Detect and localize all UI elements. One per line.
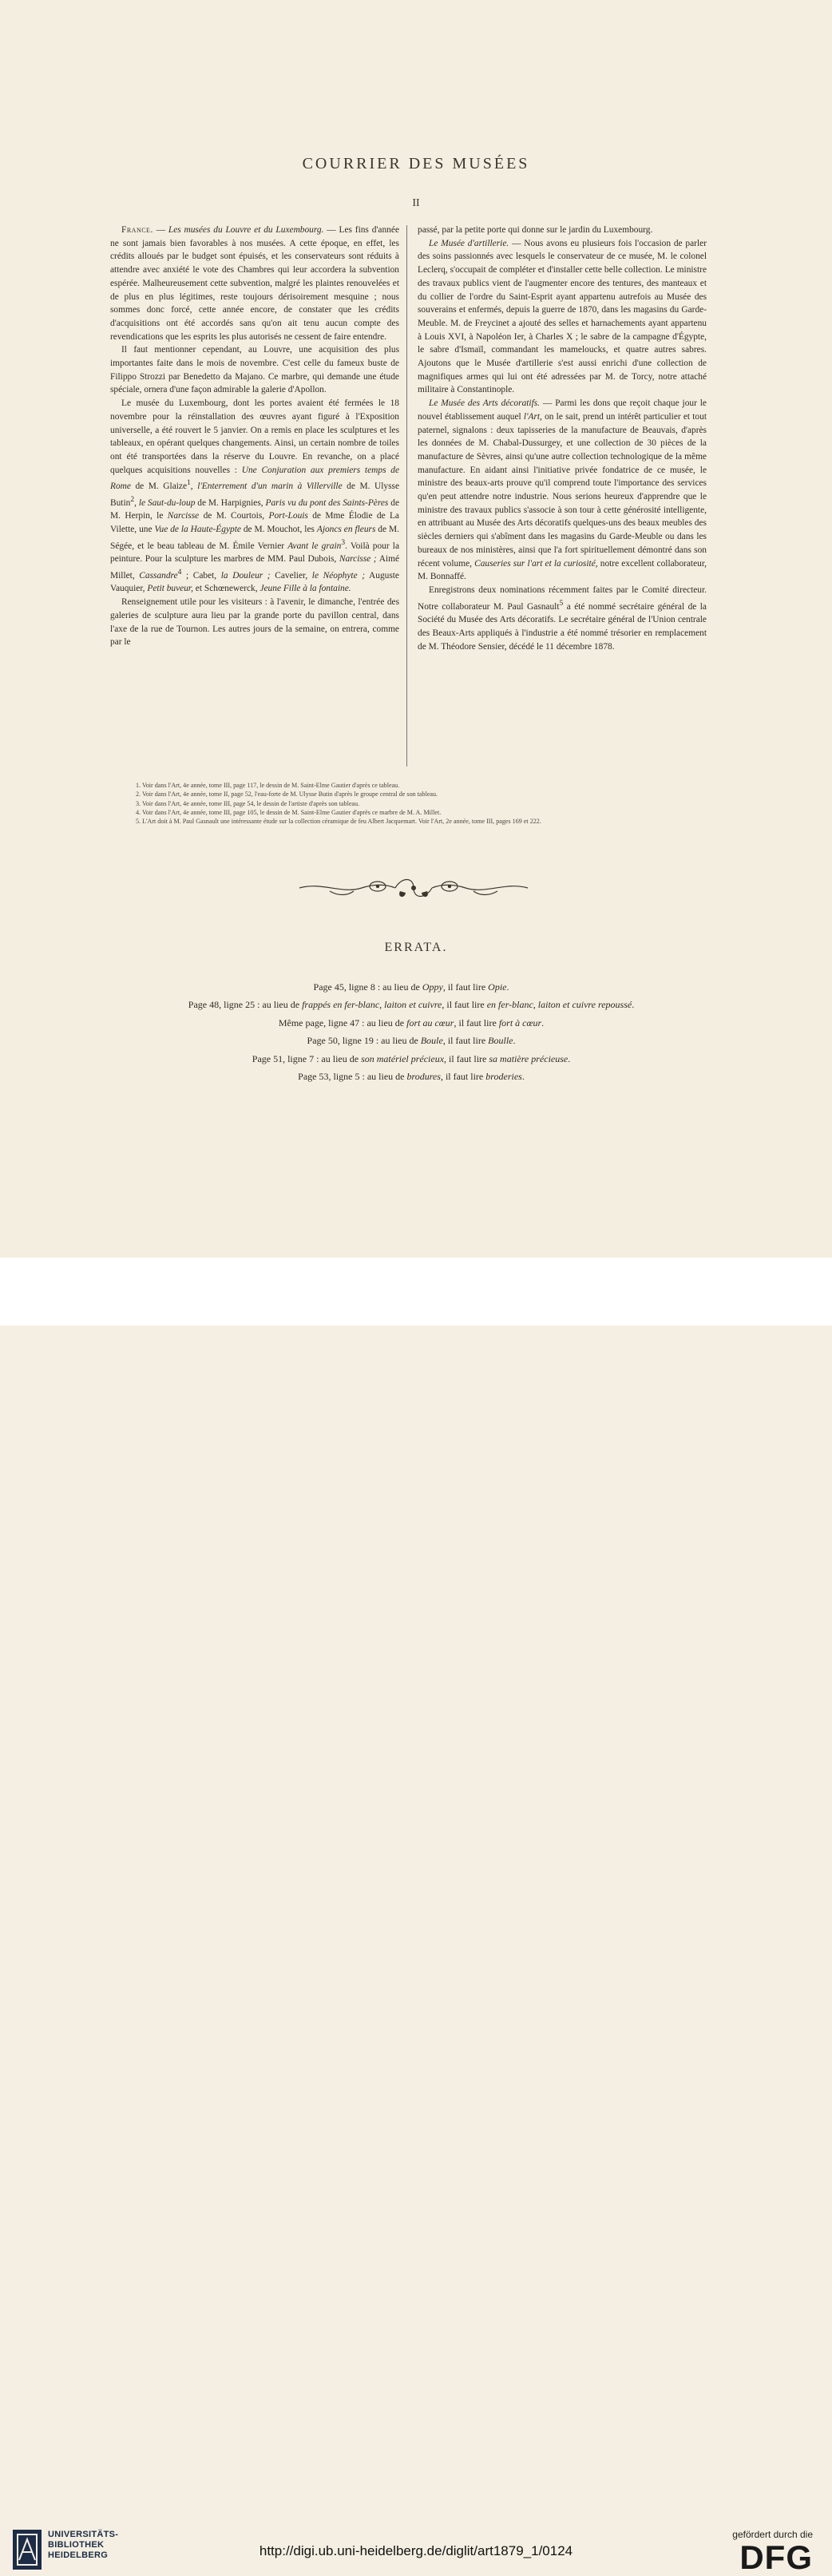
footnote: 3. Voir dans l'Art, 4e année, tome III, page 54, le dessin de l'artiste d'après son tableau. [136, 799, 360, 807]
column-divider [406, 225, 407, 767]
funding-label: gefördert durch die [732, 2529, 813, 2540]
country-label: France. [121, 225, 153, 235]
footnote-ref: 2 [130, 495, 135, 504]
errata-line: Page 48, ligne 25 : au lieu de frappés en fer-blanc, laiton et cuivre, il faut lire en fer-blanc, laiton et cuivre repoussé. [188, 999, 635, 1011]
left-column [110, 224, 399, 649]
page-title: COURRIER DES MUSÉES [302, 155, 530, 172]
section-heading: Les musées du Louvre et du Luxembourg. [168, 225, 324, 235]
footnote: 4. Voir dans l'Art, 4e année, tome III, page 105, le dessin de M. Saint-Elme Gautier d'après ce marbre de M. A. Millet. [136, 808, 442, 816]
ornament-divider-icon [298, 874, 529, 902]
permalink-url[interactable]: http://digi.ub.uni-heidelberg.de/diglit/art1879_1/0124 [259, 2543, 573, 2558]
errata-line: Page 50, ligne 19 : au lieu de Boule, il faut lire Boulle. [307, 1035, 516, 1047]
errata-line: Page 53, ligne 5 : au lieu de brodures, il faut lire broderies. [298, 1071, 525, 1083]
paragraph-arts-decoratifs: Le Musée des Arts décoratifs. — Parmi les dons que reçoit chaque jour le nouvel établissement auquel l'Art, on le sait, prend un intérêt particulier et tout paternel, signalons : deux tapisseries de la manufacture de Beauvais, d'après les données de M. Chabal-Dussurgey, et une collection de 30 pièces de la manufacture de Sèvres, ainsi qu'une autre collection technologique de la même manufacture. En aidant ainsi l'initiative privée fondatrice de ce musée, le ministre des beaux-arts prouve qu'il comprend toute l'importance des services qu'en peut attendre notre industrie. Nous serions heureux d'apprendre que le ministre des travaux publics s'associe à son tour à cette générosité intelligente, en attribuant au Musée des Arts décoratifs quelques-uns des beaux meubles des siècles derniers qui s'abîment dans les magasins du Garde-Meuble ou dans les bureaux de nos ministères, ainsi que l'a fort spirituellement démontré dans son récent volume, Causeries sur l'art et la curiosité, notre excellent collaborateur, M. Bonnaffé. [418, 398, 707, 582]
right-column [418, 224, 707, 653]
footnote: 5. L'Art doit à M. Paul Gasnault une intéressante étude sur la collection céramique de feu Albert Jacquemart. Voir l'Art, 2e année, tome III, pages 169 et 222. [136, 818, 541, 826]
paragraph-luxembourg: Le musée du Luxembourg, dont les portes avaient été fermées le 18 novembre pour la réinstallation des œuvres ayant figuré à l'Exposition universelle, a été rouvert le 5 janvier. On a remis en place les sculptures et les tableaux, en opérant quelques changements. Ainsi, un certain nombre de toiles ont été transportées dans la réserve du Louvre. En revanche, on a placé quelques acquisitions nouvelles : Une Conjuration aux premiers temps de Rome de M. Glaize$^1$, l'Enterrement d'un marin à Villerville de M. Ulysse Butin$^2$, le Saut-du-loup de M. Harpignies, Paris vu du pont des Saints-Pères de M. Herpin, le Narcisse de M. Courtois, Port-Louis de Mme Élodie de La Vilette, une Vue de la Haute-Égypte de M. Mouchot, les Ajoncs en fleurs de M. Ségée, et le beau tableau de M. Émile Vernier Avant le grain$^3$. Voilà pour la peinture. Pour la sculpture les marbres de MM. Paul Dubois, Narcisse ; Aimé Millet, Cassandre$^4$ ; Cabet, la Douleur ; Cavelier, le Néophyte ; Auguste Vauquier, Petit buveur, et Schœnewerck, Jeune Fille à la fontaine. [110, 398, 400, 594]
paragraph-france: France. — Les musées du Louvre et du Luxembourg. — Les fins d'année ne sont jamais bien favorables à nos musées. A cette époque, en effet, les crédits alloués par le budget sont épuisés, et les conservateurs sont réduits à attendre avec anxiété le vote des Chambres qui leur accordera la subvention espérée. Malheureusement cette subvention, malgré les plaintes renouvelées et de plus en plus légitimes, reste toujours dérisoirement mesquine ; nous sommes donc forcé, cette année encore, de constater que les crédits d'acquisitions ont été accordés sans qu'on ait tenu aucun compte des revendications que les esprits les plus autorisés ne cessent de faire entendre. [110, 225, 399, 342]
section-heading: Le Musée des Arts décoratifs. [429, 398, 541, 409]
footnote: 2. Voir dans l'Art, 4e année, tome II, page 52, l'eau-forte de M. Ulysse Butin d'après le groupe central de son tableau. [136, 791, 438, 799]
errata-title: ERRATA. [384, 941, 448, 954]
paragraph-continuation: passé, par la petite porte qui donne sur le jardin du Luxembourg. [418, 225, 653, 235]
footnote-ref: 3 [341, 538, 346, 547]
footnote-ref: 4 [177, 568, 182, 577]
dfg-logo: DFG [739, 2538, 813, 2576]
paragraph-artillerie: Le Musée d'artillerie. — Nous avons eu plusieurs fois l'occasion de parler des soins passionnés avec lesquels le conservateur de ce musée, M. le colonel Leclerq, s'occupait de compléter et d'installer cette belle collection. Le ministre des travaux publics vient de l'augmenter encore des tentures, des manteaux et du collier de l'ordre du Saint-Esprit ayant appartenu autrefois au Musée des souverains et enfermés, depuis la guerre de 1870, dans les magasins du Garde-Meuble. M. de Freycinet a ajouté des selles et harnachements ayant appartenu à Louis XVI, à Napoléon Ier, à Charles X ; le sabre de la campagne d'Égypte, le sabre d'Ismaïl, commandant les mameloucks, et quatre autres sabres. Ajoutons que le Musée d'artillerie s'est aussi enrichi d'une collection de magnifiques armes qui lui ont été adressées par M. de Torcy, notre attaché militaire à Constantinople. [418, 238, 707, 395]
errata-line: Page 51, ligne 7 : au lieu de son matériel précieux, il faut lire sa matière précieuse. [252, 1052, 571, 1064]
library-name: UNIVERSITÄTS- BIBLIOTHEK HEIDELBERG [48, 2530, 119, 2560]
errata-line: Même page, ligne 47 : au lieu de fort au cœur, il faut lire fort à cœur. [278, 1017, 545, 1028]
viewer-footer [0, 1258, 832, 2576]
paragraph-visitors: Renseignement utile pour les visiteurs : à l'avenir, le dimanche, l'entrée des galeries de sculpture aura lieu par la grande porte du pavillon central, dans l'axe de la rue de Tournon. Les autres jours de la semaine, on entrera, comme par le [110, 597, 399, 648]
errata-line: Page 45, ligne 8 : au lieu de Oppy, il faut lire Opie. [313, 981, 509, 993]
section-number: II [412, 197, 420, 209]
paragraph-nominations: Enregistrons deux nominations récemment faites par le Comité directeur. Notre collaborateur M. Paul Gasnault$^5$ a été nommé secrétaire général de la Société du Musée des Arts décoratifs. Le secrétaire général de l'Union centrale des Beaux-Arts appliqués à l'industrie a été nommé trésorier en remplacement de M. Théodore Sensier, décédé le 11 décembre 1878. [418, 585, 707, 652]
paragraph-louvre: Il faut mentionner cependant, au Louvre, une acquisition des plus importantes faite dans le mois de novembre. C'est celle du fameux buste de Filippo Strozzi par Benedetto da Majano. Ce marbre, qui demande une étude spéciale, ornera d'une façon admirable la galerie d'Apollon. [110, 345, 399, 395]
footnote-ref: 5 [559, 599, 564, 608]
section-heading: Le Musée d'artillerie. [429, 238, 509, 248]
footnotes [136, 781, 711, 826]
footnote-ref: 1 [187, 479, 191, 488]
errata-list [104, 978, 719, 1085]
footnote: 1. Voir dans l'Art, 4e année, tome III, page 117, le dessin de M. Saint-Elme Gautier d'après ce tableau. [136, 782, 400, 789]
scanned-page [0, 0, 832, 1258]
